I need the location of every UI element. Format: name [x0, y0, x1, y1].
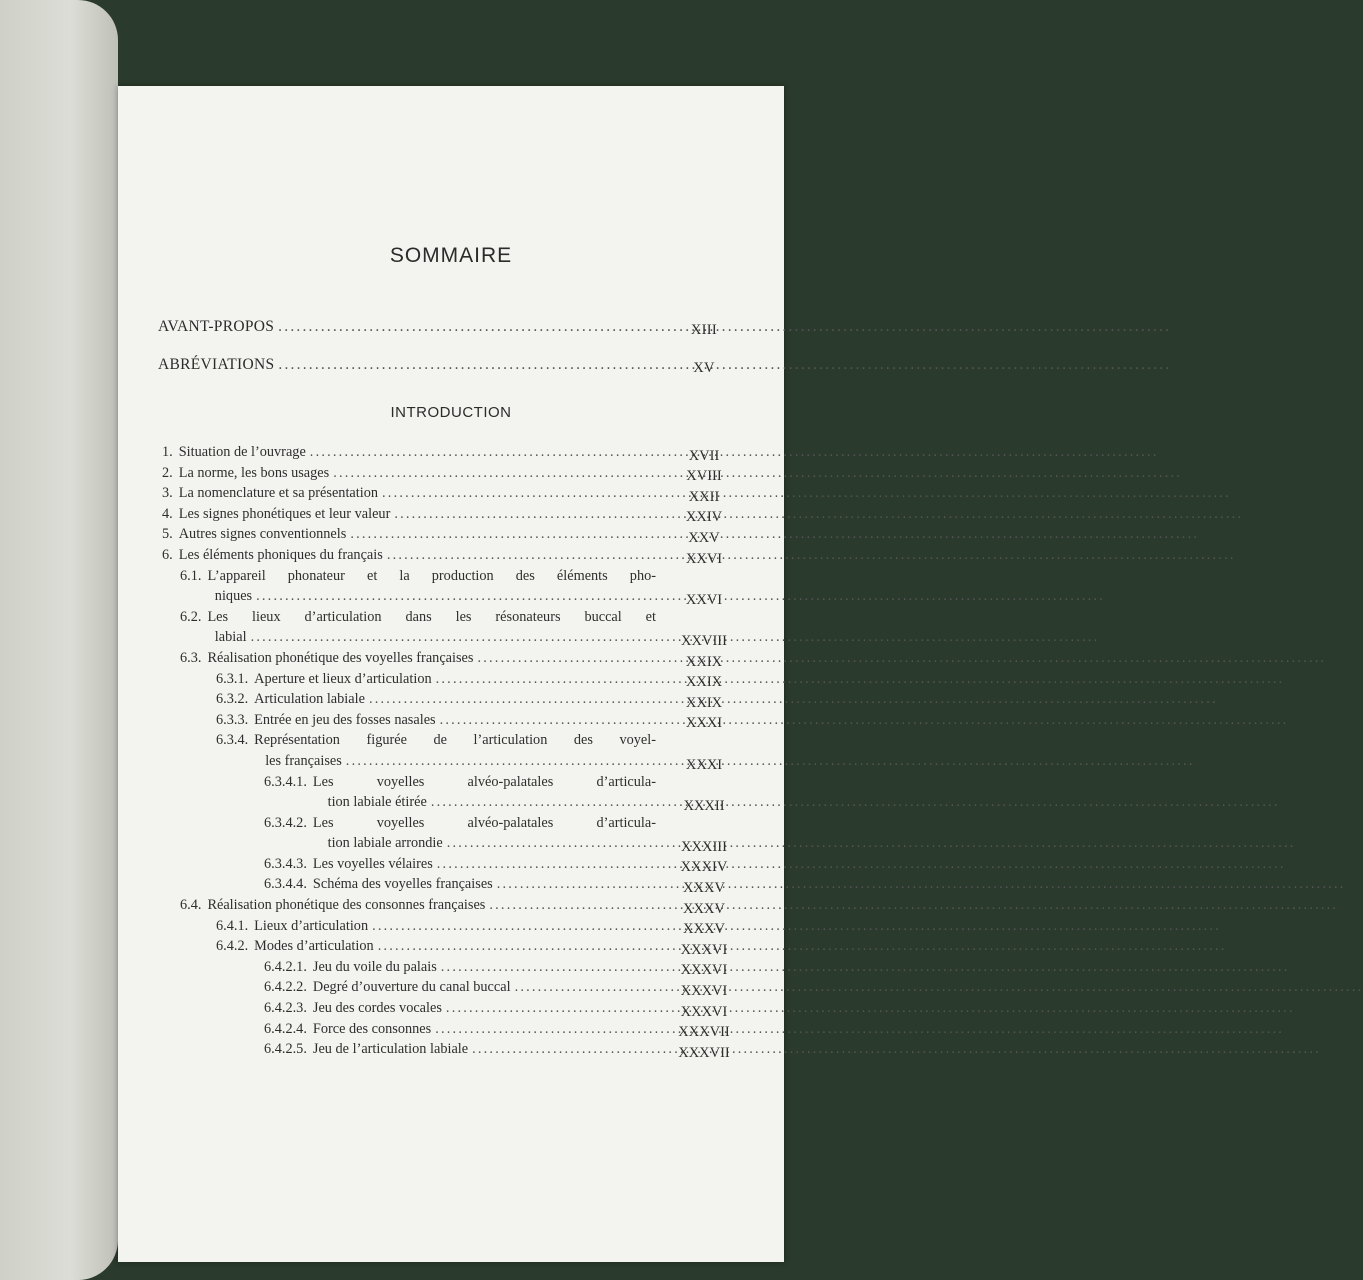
- leader-dots: [446, 1000, 1295, 1017]
- toc-entry: [162, 856, 738, 877]
- toc-title: Modes d’articulation: [254, 938, 374, 955]
- leader-dots: [477, 650, 1326, 667]
- toc-entry: [162, 444, 738, 465]
- toc-number: 6.4.2.1.: [264, 958, 307, 975]
- toc-title: Degré d’ouverture du canal buccal: [312, 979, 511, 996]
- leader-dots: [382, 485, 1231, 502]
- toc-entry: [162, 547, 738, 568]
- leader-dots: [333, 465, 1182, 482]
- toc-entry: [162, 650, 738, 671]
- toc-number: 6.4.2.3.: [264, 1000, 307, 1017]
- leader-dots: [515, 979, 1363, 996]
- toc-number: 6.3.2.: [216, 691, 249, 708]
- toc-entry: [162, 465, 738, 486]
- leader-dots: [394, 506, 1243, 523]
- toc-number: 6.4.2.4.: [264, 1020, 307, 1037]
- toc-page-number: XXVI: [685, 591, 723, 608]
- front-matter-label: ABRÉVIATIONS: [158, 356, 275, 373]
- toc-entry: [162, 774, 738, 815]
- toc-page-number: XXXVII: [678, 1024, 730, 1041]
- table-of-contents: [162, 444, 738, 1062]
- toc-title: Lieux d’articulation: [254, 917, 369, 934]
- toc-page-number: XXIV: [685, 509, 723, 526]
- toc-page-number: XXIX: [685, 674, 723, 691]
- toc-number: 6.2.: [180, 608, 202, 625]
- leader-dots: [437, 856, 1286, 873]
- toc-entry: [162, 897, 738, 918]
- toc-title: niques: [214, 588, 253, 605]
- leader-dots: [378, 938, 1227, 955]
- toc-entry: [162, 876, 738, 897]
- toc-title: les françaises: [265, 752, 342, 769]
- toc-number: 6.3.1.: [216, 670, 249, 687]
- leader-dots: [372, 918, 1221, 935]
- toc-number: 3.: [162, 485, 173, 502]
- toc-entry: [162, 979, 738, 1000]
- toc-number: 6.3.: [180, 649, 202, 666]
- toc-entry: [162, 568, 738, 609]
- leader-dots: [435, 1021, 1284, 1038]
- toc-entry: [162, 959, 738, 980]
- toc-title: La norme, les bons usages: [178, 464, 330, 481]
- toc-page-number: XXXVI: [680, 962, 728, 979]
- toc-number: 6.4.2.2.: [264, 979, 307, 996]
- toc-page-number: XXXV: [683, 900, 725, 917]
- front-matter-page: XV: [693, 359, 715, 376]
- toc-page-number: XXXI: [685, 715, 723, 732]
- toc-page-number: XXXVI: [680, 1003, 728, 1020]
- toc-title: tion labiale arrondie: [327, 835, 443, 852]
- toc-number: 2.: [162, 464, 173, 481]
- toc-title: Entrée en jeu des fosses nasales: [254, 711, 436, 728]
- page-title: SOMMAIRE: [389, 244, 513, 267]
- toc-entry: [162, 1021, 738, 1042]
- toc-number: 6.3.4.2.: [264, 814, 307, 831]
- front-matter-page: XIII: [690, 321, 718, 338]
- toc-entry: [162, 671, 738, 692]
- toc-number: 5.: [162, 526, 173, 543]
- front-matter-abreviations: [158, 356, 738, 377]
- toc-title: Jeu des cordes vocales: [312, 1000, 442, 1017]
- toc-page-number: XXXV: [683, 880, 725, 897]
- toc-page-number: XVIII: [686, 468, 722, 485]
- leader-dots: [440, 712, 1289, 729]
- leader-dots: [472, 1041, 1321, 1058]
- toc-title: Les voyelles vélaires: [312, 855, 433, 872]
- toc-page-number: XXXVI: [680, 941, 728, 958]
- toc-number: 6.1.: [180, 567, 202, 584]
- toc-page-number: XXXIV: [680, 859, 728, 876]
- toc-page-number: XXVI: [685, 550, 723, 567]
- toc-entry: [162, 609, 738, 650]
- toc-title: Force des consonnes: [312, 1020, 432, 1037]
- toc-entry: [162, 712, 738, 733]
- toc-page-number: XXXIII: [681, 838, 727, 855]
- toc-entry: [162, 526, 738, 547]
- toc-entry: [162, 1000, 738, 1021]
- toc-number: 6.4.1.: [216, 917, 249, 934]
- toc-page-number: XXV: [688, 529, 720, 546]
- toc-entry: [162, 1041, 738, 1062]
- toc-page-number: XXIX: [685, 694, 723, 711]
- toc-number: 4.: [162, 505, 173, 522]
- toc-title: Les voyelles alvéo-palatales d’articula-: [312, 814, 656, 831]
- leader-dots: [346, 753, 1195, 770]
- front-matter-label: AVANT-PROPOS: [158, 318, 275, 335]
- toc-page-number: XVII: [688, 447, 720, 464]
- toc-title: Les lieux d’articulation dans les résonateurs buccal et: [207, 608, 656, 625]
- leader-dots: [350, 526, 1199, 543]
- toc-title: Les signes phonétiques et leur valeur: [178, 505, 391, 522]
- leader-dots: [436, 671, 1285, 688]
- toc-title: Réalisation phonétique des voyelles françaises: [207, 649, 474, 666]
- toc-title: L’appareil phonateur et la production des éléments pho-: [207, 567, 656, 584]
- front-matter-avant-propos: [158, 318, 738, 339]
- leader-dots: [369, 691, 1218, 708]
- leader-dots: [387, 547, 1236, 564]
- toc-page-number: XXXI: [685, 756, 723, 773]
- toc-page-number: XXXVI: [680, 983, 728, 1000]
- leader-dots: [431, 794, 1280, 811]
- toc-number: 6.3.4.4.: [264, 876, 307, 893]
- toc-title: Les voyelles alvéo-palatales d’articula-: [312, 773, 656, 790]
- toc-entry: [162, 918, 738, 939]
- toc-entry: [162, 485, 738, 506]
- toc-title: Situation de l’ouvrage: [178, 444, 306, 460]
- toc-entry: [162, 506, 738, 527]
- toc-title: Jeu du voile du palais: [312, 958, 437, 975]
- toc-page-number: XXXII: [683, 797, 725, 814]
- toc-number: 6.4.: [180, 897, 202, 914]
- toc-title: Schéma des voyelles françaises: [312, 876, 493, 893]
- toc-number: 6.3.4.: [216, 732, 249, 749]
- toc-page-number: XXVIII: [681, 632, 727, 649]
- toc-number: 6.: [162, 546, 173, 563]
- toc-title: La nomenclature et sa présentation: [178, 485, 379, 502]
- toc-page-number: XXIX: [685, 653, 723, 670]
- toc-number: 1.: [162, 444, 173, 460]
- leader-dots: [497, 876, 1346, 893]
- toc-title: Jeu de l’articulation labiale: [312, 1041, 469, 1058]
- toc-title: Représentation figurée de l’articulation des voyel-: [254, 732, 656, 749]
- toc-title: labial: [214, 629, 247, 646]
- toc-number: 6.3.4.1.: [264, 773, 307, 790]
- toc-number: 6.3.4.3.: [264, 855, 307, 872]
- leader-dots: [489, 897, 1338, 914]
- toc-page-number: XXXVII: [678, 1044, 730, 1061]
- toc-entry: [162, 691, 738, 712]
- toc-title: Les éléments phoniques du français: [178, 546, 383, 563]
- toc-entry: [162, 815, 738, 856]
- toc-page-number: XXII: [688, 488, 720, 505]
- toc-number: 6.4.2.5.: [264, 1041, 307, 1058]
- section-title: INTRODUCTION: [390, 404, 512, 421]
- toc-title: Articulation labiale: [254, 691, 365, 708]
- toc-title: Aperture et lieux d’articulation: [254, 670, 432, 687]
- leader-dots: [441, 959, 1290, 976]
- toc-entry: [162, 938, 738, 959]
- toc-title: Réalisation phonétique des consonnes françaises: [207, 897, 486, 914]
- toc-title: tion labiale étirée: [327, 794, 427, 811]
- facing-page-edge: [0, 0, 118, 1280]
- leader-dots: [447, 835, 1296, 852]
- toc-number: 6.3.3.: [216, 711, 249, 728]
- toc-number: 6.4.2.: [216, 938, 249, 955]
- book-page: [118, 86, 784, 1262]
- toc-title: Autres signes conventionnels: [178, 526, 347, 543]
- toc-entry: [162, 732, 738, 773]
- toc-page-number: XXXV: [683, 921, 725, 938]
